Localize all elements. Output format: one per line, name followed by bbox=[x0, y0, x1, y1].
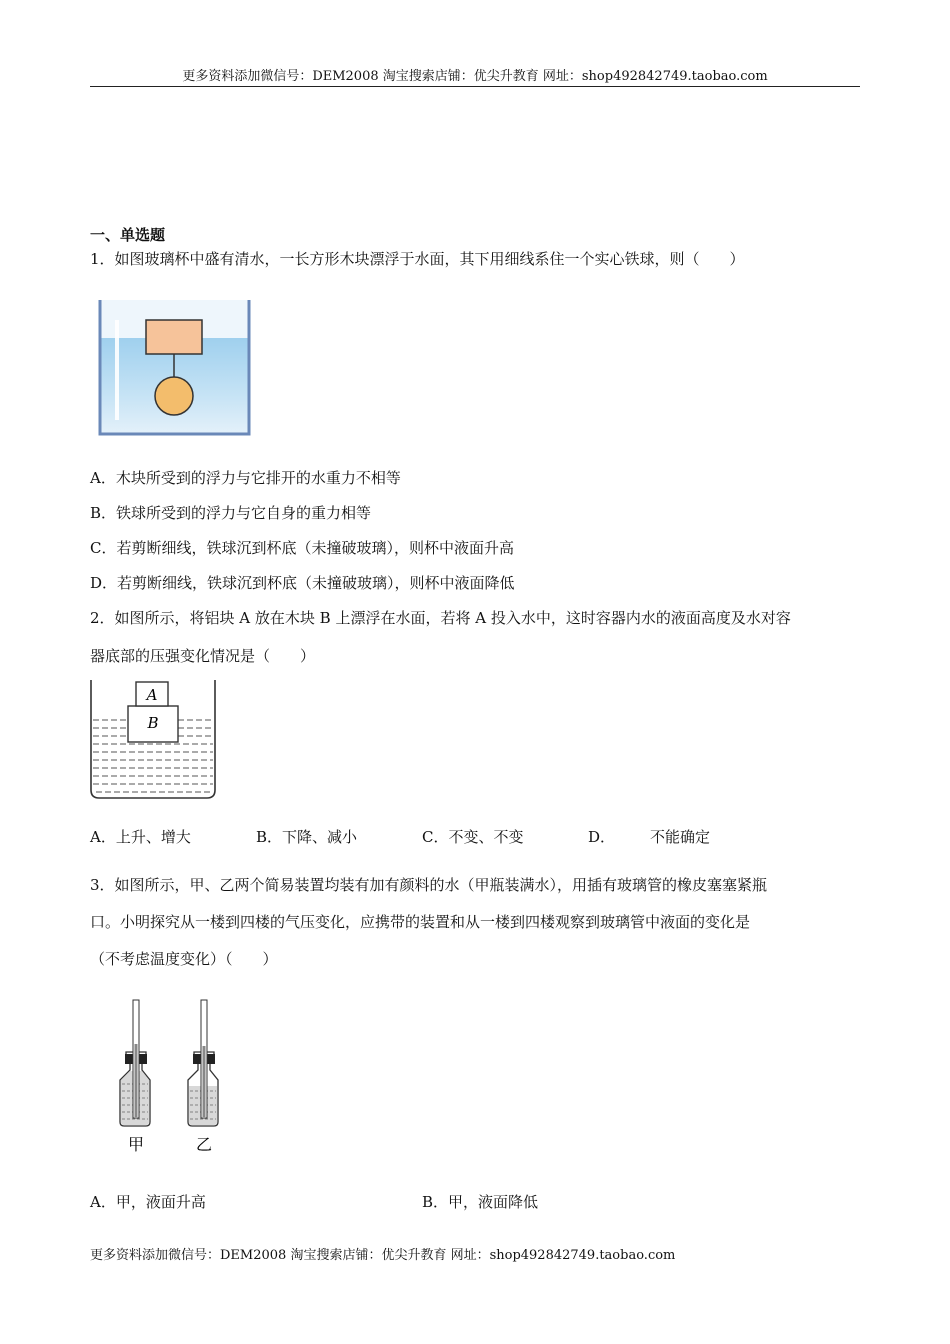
q2-option-d[interactable]: D． bbox=[588, 828, 616, 846]
bottle-yi bbox=[188, 1000, 218, 1126]
q1-option-d[interactable]: D．若剪断细线，铁球沉到杯底（未撞破玻璃），则杯中液面降低 bbox=[90, 574, 515, 592]
q3-label-jia: 甲 bbox=[127, 1135, 145, 1154]
q3-stem-line1: 3．如图所示，甲、乙两个简易装置均装有加有颜料的水（甲瓶装满水），用插有玻璃管的橡皮塞塞紧瓶 bbox=[90, 876, 768, 894]
page-header: 更多资料添加微信号：DEM2008 淘宝搜索店铺：优尖升教育 网址：shop492842749.taobao.com bbox=[182, 69, 768, 84]
q2-option-b[interactable]: B．下降、减小 bbox=[256, 828, 358, 846]
q1-option-b[interactable]: B．铁球所受到的浮力与它自身的重力相等 bbox=[90, 504, 372, 522]
q2-option-a[interactable]: A．上升、增大 bbox=[90, 828, 191, 846]
q3-figure-bottles bbox=[110, 996, 240, 1158]
q3-stem-line2: 口。小明探究从一楼到四楼的气压变化，应携带的装置和从一楼到四楼观察到玻璃管中液面的变化是 bbox=[90, 913, 751, 931]
q2-label-a: A bbox=[146, 686, 158, 704]
q1-stem: 1．如图玻璃杯中盛有清水，一长方形木块漂浮于水面，其下用细线系住一个实心铁球，则（ ） bbox=[90, 250, 745, 268]
header-divider bbox=[90, 86, 860, 87]
q3-label-yi: 乙 bbox=[195, 1135, 213, 1154]
bottle-jia bbox=[120, 1000, 150, 1126]
q2-option-c[interactable]: C．不变、不变 bbox=[422, 828, 524, 846]
q1-option-a[interactable]: A．木块所受到的浮力与它排开的水重力不相等 bbox=[90, 469, 401, 487]
q2-stem-line2: 器底部的压强变化情况是（ ） bbox=[90, 647, 316, 665]
q3-option-a[interactable]: A．甲，液面升高 bbox=[90, 1193, 206, 1211]
q2-option-d-text[interactable]: 不能确定 bbox=[650, 828, 711, 846]
section-title: 一、单选题 bbox=[90, 226, 166, 244]
q2-label-b: B bbox=[147, 714, 159, 732]
q3-option-b[interactable]: B．甲，液面降低 bbox=[422, 1193, 539, 1211]
q1-option-c[interactable]: C．若剪断细线，铁球沉到杯底（未撞破玻璃），则杯中液面升高 bbox=[90, 539, 514, 557]
q3-stem-line3: （不考虑温度变化）（ ） bbox=[90, 950, 278, 968]
q1-figure-glass-block-ball bbox=[98, 300, 252, 436]
q2-stem-line1: 2．如图所示，将铝块 A 放在木块 B 上漂浮在水面，若将 A 投入水中，这时容器内水的液面高度及水对容 bbox=[90, 609, 791, 627]
q2-figure-container-blocks bbox=[88, 680, 218, 802]
page-footer: 更多资料添加微信号：DEM2008 淘宝搜索店铺：优尖升教育 网址：shop492842749.taobao.com bbox=[90, 1248, 676, 1263]
